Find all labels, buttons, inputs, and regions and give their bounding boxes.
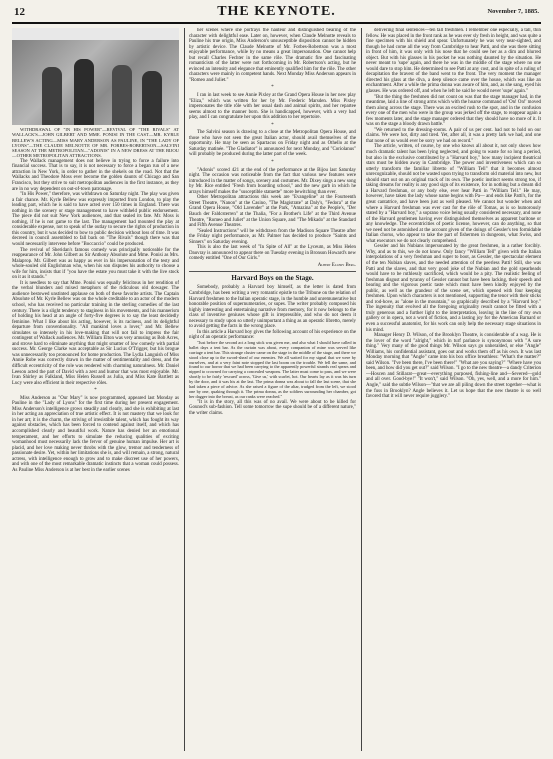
article-paragraph: The Salvini season is drawing to a close at the Metropolitan Opera House, and those who have not seen the great Italian actor, should avail themselves of the opportunity. He may be seen as Spartacus on Friday night and as Othello at the Saturday matinée. "The Gladiator" is announced for next Monday, and "Coriolanus" will probably be produced during the latter part of the week. bbox=[189, 130, 356, 158]
article-paragraph: Somebody, probably a Harvard boy himself, as the letter is dated from Cambridge, has been writing a very romantic epistle to the Tribune on the relation of Harvard freshmen to the Italian operatic stage, in the humble and unremunerative but honorable position of supernumeraries, or supes. The writer probably composed his highly interesting and entertaining narrative from memory, for it now belongs to the class of inventive geniuses whose gift is irrepressible, and who do not deem it necessary to study upon so utterly unimportant a thing as an operatic libretto, merely to avoid getting the facts in the wrong place. bbox=[189, 285, 356, 330]
article-paragraph: This is also the last week of "In Spite of All" at the Lyceum, as Miss Helen Dauvray is announced to appear there on Tuesday evening in Bronson Howard's new comedy entitled "One of Our Girls." bbox=[189, 245, 356, 262]
photo-caption: WITHDRAWAL OF "IN HIS POWER"—REVIVAL OF "THE RIVALS" AT WALLACK'S—JOHN GILBERT AND MME. PONISI IN THE CAST—MR. KYRLE BELLEW'S ACTING—MISS MARY ANDERSON AS PAULINE, IN "THE LADY OF LYONS"—THE CLAUDE MELNOTTE OF MR. FORBES-ROBERTSON—SALVINI SEASON AT THE METROPOLITAN—"ADONIS" IN A NEW DRESS AT THE BIJOU—OTHER METROPOLITAN ATTRACTIONS. bbox=[12, 127, 179, 159]
column-2 bbox=[189, 28, 356, 751]
article-paragraph: "But the thing the freshmen did not count on was that the stage manager had, in the meantime, laid a line of strong arms which with the hoarse command of 'On! On!' moved them along across the stage. There was an excited rush to the spot, and in the confusion every one of the men who were in the group was jerked off the stage, to reappear again a few moments later, and the stage manager ordered that they should have no more of it. It was on the stage a bloody drawn battle." bbox=[366, 94, 541, 128]
article-paragraph: It is needless to say that Mme. Ponisi was equally felicitous in her rendition of the verbal blunders and mixed metaphors of the ridiculous old dowager. The audience bestowed unstinted applause on both of these favorite artists. The Captain Absolute of Mr. Kyrle Bellew was on the whole creditable to an actor of the modern school, who has received no particular training in the sterling comedies of the last century. There is a slight tendency to staginess in his movements, and his mannerism of holding his head at an angle of forty-five degrees is to say the least decidedly feminine. What I like about his acting, however, is its raciness, and its delightful departure from conventionality. "All mankind loves a lover," and Mr. Bellew simulates so intensely in his love-making that will not fail to impress the fair contingent of Wallack audiences. Mr. William Elton was very amusing as Bob Acres, and strove hard to eliminate anything that might smatter of low comedy with partial success. Mr. George Clarke was acceptable as Sir Lucius O'Trigger, but his brogue was unnecessarily too pronounced for home production. The Lydia Languish of Miss Annie Robe was correctly drawn in the matter of sentimentality and dress, and the difficult eccentricity of the role was rendered with charming naturalness. Mr. Daniel Leeson acted the part of David with a zest and humor that was most enjoyable. Mr. Ivan Shirley as Falkland, Miss Helen Russell as Julia, and Miss Kate Bartlett as Lucy were also efficient in their respective rôles. bbox=[12, 280, 179, 386]
article-paragraph: Gessler and his Nubians impersonated by the great freshmen, in a rather forcibly. Why, and as to this, we do not know. Only fancy "William Tell" given with the Italian interpolations of a very freshman and super to boot, as Gessler, the spectacular element of the ten Nubian slaves, and the needed attention of the peerless Patti! Still, she was Patti and the slaves, and that very good joke of the Nubian and the gold spearheads would have to be ruthlessly sacrificed, which would be a pity. The realistic feeling of freshman disgust and tyranny of Gessler cannot but have been lacking, their speech and bearing and the vigorous poetic taste which must have been kindly enjoyed by the public, as well as the grandeur of the scene set, which opened with four keeping freshmen. Upon which characters is not mentioned, supporting the tenor with their sticks and rod-hove, as "alone in the mountain," so graphically described by a "Harvard boy." The ingenuity that evolved all the foregoing originality result cannot be fitted with a truly generous and a further light to the interpretation, leaving in the line of my own gallery or in opera, not a word of fiction, and a lasting joy for the American Barnard or even a successful anatomist, for his work can only help the necessary stage situations in his mind. bbox=[366, 244, 541, 333]
article-paragraph: In this article a Harvard boy gives the following account of his experience on the night of an operatic performance: bbox=[189, 329, 356, 341]
section-separator: * bbox=[271, 122, 274, 128]
article-paragraph: I ran in last week to see Annie Pixley at the Grand Opera House in her new play "Eliza," which was written for her by Mr. Frederic Marsden. Miss Pixley impersonates the title rôle with her usual dash and animal spirits, and her repartee seems almost to the manner born. She is handicapped, however, with a very bad play, and I can congratulate her upon this addition to her repertoire. bbox=[189, 93, 356, 121]
article-paragraph: "In His Power," therefore, was withdrawn on Saturday night. The play was given a fair chance. Mr. Kyrle Bellew was expressly imported from London, to play the leading part, which he is said to have acted over 150 times in England. There was nothing in the scenery or stage management to have withheld public endorsement. The piece did not suit New York audiences, and that sealed its fate. Mr. Moss is nothing, if he is not game to the last. The management had mounted the play at considerable expense, not to speak of the outlay to secure the rights of production in this country, but it was decided to bow to public decision without loss of time. It was decreed in council assembled to fall back on "The Rivals" though there was that would necessarily intervene before "Boccaccio" could be produced. bbox=[12, 192, 179, 247]
article-paragraph: delivering final sentences—ten tall freshmen. I remember one especially, a tall, thin fellow. He was placed in the front rank as he was ever sly fresh in height, and was quite a fine specimen with his shield and spear. Unfortunately he was very near-sighted, and though he had come all the way from Cambridge to hear Patti, and she was there sitting in front of him, it was only with his nose that he could see her as a dim and blurred object. But with his glasses in his pocket he was nothing daunted by the situation. He never meant to 'supe' again, and there he was in the middle of the stage where no one would dare to stop him. He determined to see Patti at any cost, and in spite of a ruling of decapitation the bravest of the band went to the front. The very moment the manager directed his glass at the diva, a deep silence came over the house, which was like an enchantment. After a while the prima donna was aware of him, and, as she sang, eyed his glasses. He was ordered off, and when he left he said he would never 'supe' again." bbox=[366, 28, 541, 95]
article-paragraph: "It is in the story, all this was of no avail. We were about to be killed for Gounod's sub-fashion. Tell some tomorrow the supe should be of a different nature," the writer claims. bbox=[189, 399, 356, 416]
author-signature: Albert Ellery Berg. bbox=[317, 262, 356, 268]
article-paragraph: "Adonis" scored 421 at the end of the performance at the Bijou last Saturday night. The occasion was noticeable from the fact that various new features were introduced in the matter of songs, scenery and costumes. Mr. Dixey sings a new song by Mr. Rice entitled "Fresh from boarding school," and the new garb in which he arrays himself makes the "susceptible statuette" more bewitching than ever. bbox=[189, 167, 356, 195]
article-paragraph: The revival of Sheridan's famous comedy was principally noticeable for the reappearance of Mr. John Gilbert as Sir Anthony Absolute and Mme. Ponisi as Mrs. Malaprop. Mr. Gilbert was as happy as ever in his impersonation of the testy and whole-souled old Englishman who, when his son disputes his authority to choose a wife for him, insists that if "you have the estate you must take it with the live stock on it as it stands." bbox=[12, 247, 179, 281]
page-number: 12 bbox=[14, 6, 25, 18]
newspaper-title: THE KEYNOTE. bbox=[217, 4, 336, 19]
article-paragraph: Miss Anderson as "Our Mary" is now programmed, appeared last Monday as Pauline in the "Lady of Lyons" for the first time during her present engagement. Miss Anderson's intelligence grows steadily and clearly, and she is exhibiting at last in her acting an appreciation of true artistic effect. It is not mastery that we look for in her art; it is the charm, the striving of irresistible talent, which has fought its way against obstacles, which has been forced to contend against itself, and which has accomplished clearly and beautiful work. Nature has denied her an emotional temperament, and her efforts to simulate the reducing qualities of exciting womanhood must necessarily lack the fervor of genuine human impulse. Her art is placid, and her love making never throbs with the glow, tremor and tenderness of passionate desire. Yet, within her limitations she is, and will remain, a strong, natural actress, with intelligence enough to grow and to make discreet use of her powers, and with one of the most remarkable dramatic instincts that a woman could possess. As Pauline Miss Anderson is at her best in the earlier scenes bbox=[12, 395, 179, 473]
column-divider bbox=[361, 28, 362, 751]
article-paragraph: Manager Henry D. Wilson, of the Brooklyn Theatre, is considerable of a wag. He is the lover of the word "alright," which in turf parlance is synonymous with "A sure thing." Very many of the good things Mr. Wilson says go unheralded, or else "Angle" Williams, his confidential assistant, goes out and works them off as his own. It was last Monday morning that "Angle" came into his box office breathless: "What's the matter?" said Wilson. "I've been there, I've been there!" "What are you saying?" "Where have you been, and how did you get out?" said Wilson. "I go to the new theatre—a dandy Criterion—Hoscen and Stillarat—great—everything purposed, fishing-line and—Severed—gold and all over. Good-bye!" "It won't," said Wilson. "Oh, yes, well, and a more for him." Angle," said the subtle Wilson—"that we are all piling down the street together—what is the fuss in Brooklyn? Angle believes it. Let us hope that the new theatre is so well favored that it will never require jugglery." bbox=[366, 333, 541, 400]
section-separator: * bbox=[271, 160, 274, 166]
quoted-passage: "Just before the second act a long stick was given me, and also what I should have called in ballet days a tent bar. As the curtain was about, every companion of mine was served like carriage a tent bar. This strange cluster came on the stage in the middle of the stage, and there we stood close up to the sword-sheaf of our enemies. We all waited for my signal that we were by ourselves, and at a very faint note stopped the last boom on the trouble. We fell the same, and found to our horror that we had been carrying to the apparently powerful strands real spears and nipped to crowned for carrying a concealed weapons. The latter must come to pass, and we were shortly to be fairly 'rescued' across, 'Give us,' with scarlet, hot. Our hearts lay as it was his turn by the door, and it was his at the last. The prima donna was about to fall the last scene, that she had taken a piece of advice. As she raised a figure of the altar, trudged from the left, we stood one by one, quaking through it. The prima donna, as the soldiers surrounding her chamber, got her dagger into the breast, as our ranks were reached." bbox=[189, 339, 356, 399]
article-paragraph: Other Metropolitan attractions this week are "Evangeline" at the Fourteenth Street Theatre, "Nanon" at the Casino, "The Magistrate" at Daly's, "Fedora" at the Grand Opera House, "Old Lavender" at the Park, "Amazina" at the People's, "Der Bauch der Faldcsterren" at the Thalia, "For a Brother's Life" at the Third Avenue Theatre, "Romeo and Juliet" at the Union Square, and "The Mikado" at the Standard and Fifth Avenue Theatres. bbox=[189, 195, 356, 229]
article-headline: Harvard Boys on the Stage. bbox=[189, 271, 356, 283]
article-paragraph: her scenes where she portrays the hauteur and distinguished bearing of the character with delightful ease. Later on, however, when Claude Melnotte reveals to Pauline his true origin, Miss Anderson's unsusceptible disposition cannot be hidden by artistic device. The Claude Melnotte of Mr. Forbes-Robertson was a most enjoyable performance, while by no means a great impersonation. One cannot help but recall Charles Fechter in the same rôle. The dramatic fire and fascinating romanticism of the latter were not forthcoming in Mr. Robertson's acting, but he evinced an intensity and elegance that eminently qualified him for the rôle. The other characters were mainly in competent hands. Next Monday Miss Anderson appears in "Romeo and Juliet." bbox=[189, 28, 356, 83]
issue-date: November 7, 1885. bbox=[487, 8, 539, 15]
article-paragraph: "Sealed Instructions" will be withdrawn from the Madison Square Theatre after the Friday night performance, as Mr. Palmer has decided to produce "Saints and Sinners" on Saturday evening. bbox=[189, 228, 356, 245]
column-divider bbox=[184, 28, 185, 751]
masthead bbox=[12, 4, 541, 24]
article-paragraph: "We returned to the dressing-rooms. A pair of us per cent. had not to hold on our claims. We were hot, dirty and tired. Yet, after all, it was a pretty lark we had, and one that none of us would ever be sorry we had on record." bbox=[366, 127, 541, 144]
column-3 bbox=[366, 28, 541, 751]
article-paragraph: The article, written, of course, by one who knows all about it, not only shows how much dramatic talent has been lying neglected, and going to waste for so long a period, but also in the exclusive contributed by a "Harvard boy," how many incipient theatrical stars must be hidden away in Cambridge. The power and inventiveness which can so utterly transform the familiar libretto of "William Tell" that it becomes almost unrecognizable, should not be wasted upon trying to transform old material into new, but should start out on an original track of its own. The poetic instinct seems strong too, if taking dreams for reality is any good sign of its existence, for in nothing but a dream did a Harvard freshman, or any body else, ever hear Patti in "William Tell." He may, however, have taken the lady whose name begins with Pa— and ends like Patti's, for the great cantatrice, and have been just as well pleased. We cannot but wonder when and where a Harvard freshman was ever cast for the rôle of Tomas, as is so humorously stated by a "Harvard boy," a soprano voice being usually considered necessary, and none of the Harvard gentlemen having ever distinguished themselves as apparent baritone or any knowledge. The eccentricities of poetic license, however, can do anything, so that we need not be astonished at the account given of the doings of Gessler's ten formidable Italian chorus, who appear to take the part of fishermen in dungeons, what Swiss, and what executors we do not clearly comprehend. bbox=[366, 144, 541, 244]
stage-photograph bbox=[12, 28, 179, 125]
section-separator: * bbox=[271, 85, 274, 91]
column-1 bbox=[12, 28, 179, 751]
article-paragraph: The Wallack management does not believe in trying to force a failure into financial success. That is to say, it is not necessary to force a began run of a new attraction in New York, in order to gather in the shekels on the road. Not that the Wallacks and Theodore Moss ever become the golden daunts of Chicago and San Francisco, but they strive to suit metropolitan audiences in the first instance, as they are in no way dependent on out-of-town patronage. bbox=[12, 158, 179, 192]
section-separator: * bbox=[94, 388, 97, 394]
